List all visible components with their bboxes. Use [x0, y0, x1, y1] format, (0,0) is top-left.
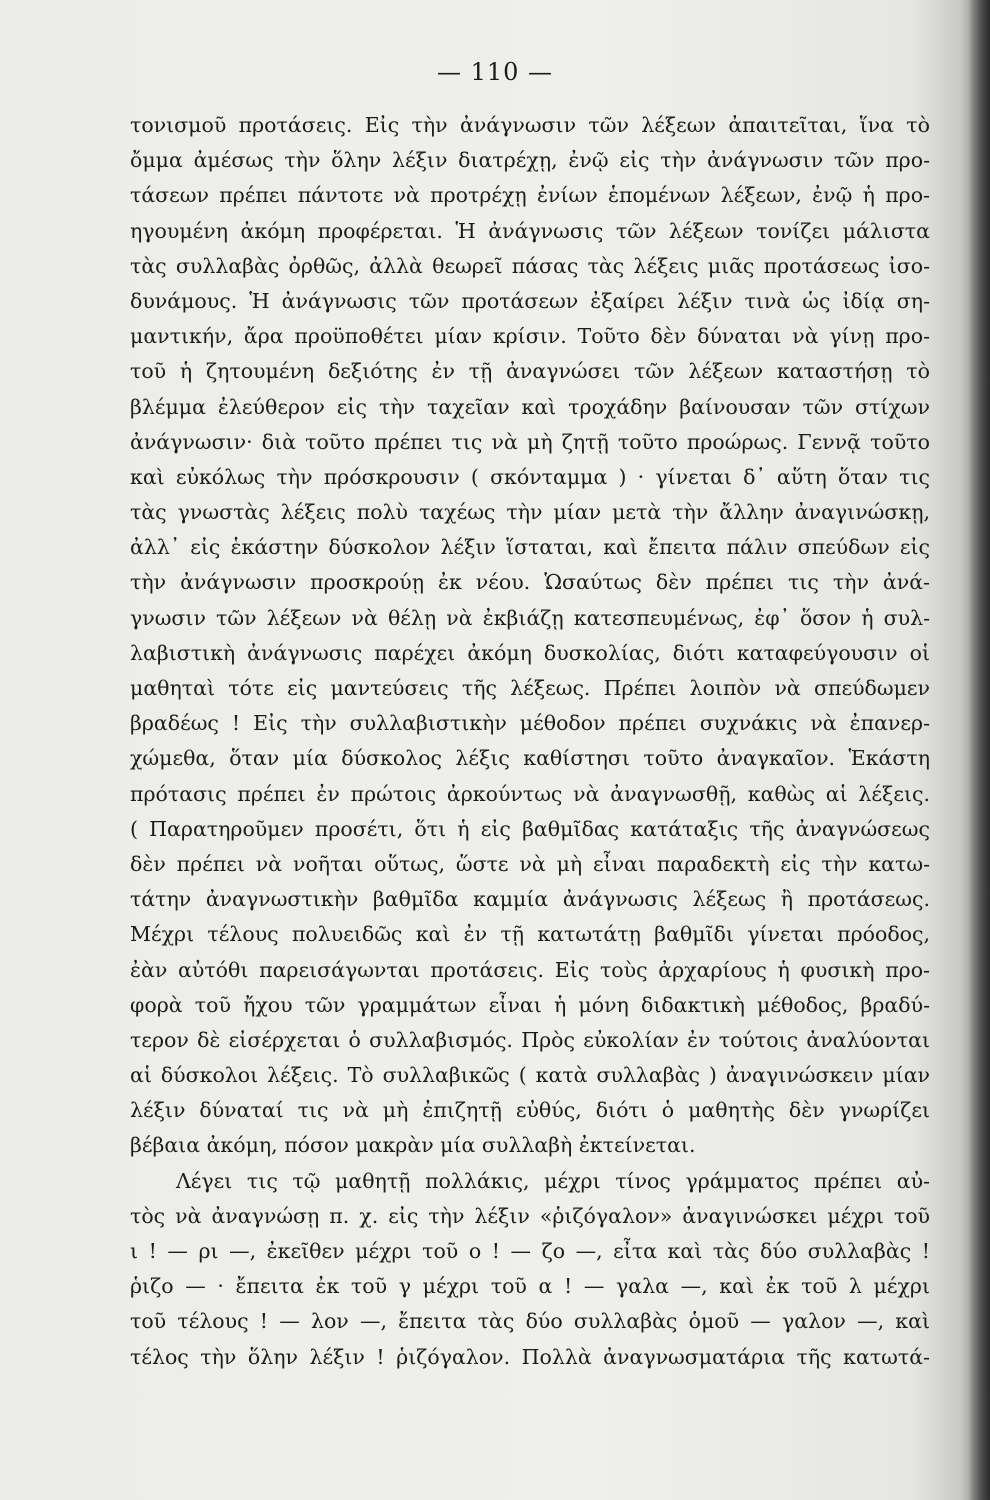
text-line: ὄμμα ἀμέσως τὴν ὅλην λέξιν διατρέχῃ, ἐνῷ εἰς τὴν ἀνάγνωσιν τῶν προ- — [130, 148, 930, 173]
text-line: ἀλλ᾽ εἰς ἑκάστην δύσκολον λέξιν ἵσταται, καὶ ἔπειτα πάλιν σπεύδων εἰς — [130, 535, 930, 560]
text-line: τὴν ἀνάγνωσιν προσκρούῃ ἐκ νέου. Ὡσαύτως δὲν πρέπει τις τὴν ἀνά- — [130, 570, 930, 595]
text-line: Μέχρι τέλους πολυειδῶς καὶ ἐν τῇ κατωτάτῃ βαθμῖδι γίνεται πρόοδος, — [130, 922, 930, 947]
text-line: τὰς γνωστὰς λέξεις πολὺ ταχέως τὴν μίαν μετὰ τὴν ἄλλην ἀναγινώσκῃ, — [130, 500, 930, 525]
text-line: τάτην ἀναγνωστικὴν βαθμῖδα καμμία ἀνάγνωσις λέξεως ἢ προτάσεως. — [130, 887, 930, 912]
text-line: τερον δὲ εἰσέρχεται ὁ συλλαβισμός. Πρὸς εὐκολίαν ἐν τούτοις ἀναλύονται — [130, 1027, 930, 1052]
paragraph-1 — [130, 108, 930, 1164]
text-line: δὲν πρέπει νὰ νοῆται οὕτως, ὥστε νὰ μὴ εἶναι παραδεκτὴ εἰς τὴν κατω- — [130, 851, 930, 876]
text-line: ηγουμένη ἀκόμη προφέρεται. Ἡ ἀνάγνωσις τῶν λέξεων τονίζει μάλιστα — [130, 218, 930, 243]
text-line: τάσεων πρέπει πάντοτε νὰ προτρέχῃ ἐνίων ἑπομένων λέξεων, ἐνῷ ἡ προ- — [130, 183, 930, 208]
text-line: βραδέως ! Εἰς τὴν συλλαβιστικὴν μέθοδον πρέπει συχνάκις νὰ ἐπανερ- — [130, 711, 930, 736]
text-line: γνωσιν τῶν λέξεων νὰ θέλῃ νὰ ἐκβιάζῃ κατεσπευμένως, ἐφ᾽ ὅσον ἡ συλ- — [130, 605, 930, 630]
text-line: χώμεθα, ὅταν μία δύσκολος λέξις καθίστησι τοῦτο ἀναγκαῖον. Ἑκάστη — [130, 746, 930, 771]
page-number: — 110 — — [436, 58, 554, 86]
text-line: τὰς συλλαβὰς ὀρθῶς, ἀλλὰ θεωρεῖ πάσας τὰς λέξεις μιᾶς προτάσεως ἰσο- — [130, 253, 930, 278]
text-line: ῥιζο — · ἔπειτα ἐκ τοῦ γ μέχρι τοῦ α ! — γαλα —, καὶ ἐκ τοῦ λ μέχρι — [130, 1274, 930, 1299]
body-text — [130, 108, 930, 1375]
text-line: καὶ εὐκόλως τὴν πρόσκρουσιν ( σκόνταμμα ) · γίνεται δ᾽ αὕτη ὅταν τις — [130, 464, 930, 489]
text-line: μαθηταὶ τότε εἰς μαντεύσεις τῆς λέξεως. Πρέπει λοιπὸν νὰ σπεύδωμεν — [130, 676, 930, 700]
text-line: ἀνάγνωσιν· διὰ τοῦτο πρέπει τις νὰ μὴ ζητῇ τοῦτο προώρως. Γεννᾷ τοῦτο — [130, 429, 930, 454]
text-line: μαντικήν, ἄρα προϋποθέτει μίαν κρίσιν. Τοῦτο δὲν δύναται νὰ γίνῃ προ- — [130, 324, 930, 349]
text-line: δυνάμους. Ἡ ἀνάγνωσις τῶν προτάσεων ἐξαίρει λέξιν τινὰ ὡς ἰδίᾳ ση- — [130, 288, 930, 313]
text-line: φορὰ τοῦ ἤχου τῶν γραμμάτων εἶναι ἡ μόνη διδακτικὴ μέθοδος, βραδύ- — [130, 992, 930, 1017]
text-line: βλέμμα ἐλεύθερον εἰς τὴν ταχεῖαν καὶ τροχάδην βαίνουσαν τῶν στίχων — [130, 394, 930, 419]
text-line: λαβιστικὴ ἀνάγνωσις παρέχει ἀκόμη δυσκολίας, διότι καταφεύγουσιν οἱ — [130, 640, 930, 665]
text-line: τέλος τὴν ὅλην λέξιν ! ῥιζόγαλον. Πολλὰ ἀναγνωσματάρια τῆς κατωτά- — [130, 1344, 930, 1369]
text-line: ι ! — ρι —, ἐκεῖθεν μέχρι τοῦ ο ! — ζο —, εἶτα καὶ τὰς δύο συλλαβὰς ! — [130, 1239, 930, 1263]
text-line: ἐὰν αὐτόθι παρεισάγωνται προτάσεις. Εἰς τοὺς ἀρχαρίους ἡ φυσικὴ προ- — [130, 957, 930, 982]
text-line: βέβαια ἀκόμη, πόσον μακρὰν μία συλλαβὴ ἐκτείνεται. — [130, 1133, 696, 1158]
text-line: αἱ δύσκολοι λέξεις. Τὸ συλλαβικῶς ( κατὰ συλλαβὰς ) ἀναγινώσκειν μίαν — [130, 1063, 930, 1088]
text-line: τὸς νὰ ἀναγνώσῃ π. χ. εἰς τὴν λέξιν «ῥιζόγαλον» ἀναγινώσκει μέχρι τοῦ — [130, 1203, 930, 1228]
text-line: τοῦ ἡ ζητουμένη δεξιότης ἐν τῇ ἀναγνώσει τῶν λέξεων καταστήσῃ τὸ — [130, 359, 930, 384]
text-line: πρότασις πρέπει ἐν πρώτοις ἀρκούντως νὰ ἀναγνωσθῇ, καθὼς αἱ λέξεις. — [130, 781, 930, 806]
text-line: λέξιν δύναταί τις νὰ μὴ ἐπιζητῇ εὐθύς, διότι ὁ μαθητὴς δὲν γνωρίζει — [130, 1098, 930, 1123]
book-binding-shadow — [968, 0, 990, 1500]
paragraph-2 — [130, 1164, 930, 1375]
text-line: Λέγει τις τῷ μαθητῇ πολλάκις, μέχρι τίνος γράμματος πρέπει αὐ- — [176, 1168, 930, 1193]
text-line: ( Παρατηροῦμεν προσέτι, ὅτι ἡ εἰς βαθμῖδας κατάταξις τῆς ἀναγνώσεως — [130, 816, 930, 841]
text-line: τονισμοῦ προτάσεις. Εἰς τὴν ἀνάγνωσιν τῶν λέξεων ἀπαιτεῖται, ἵνα τὸ — [130, 113, 930, 137]
text-line: τοῦ τέλους ! — λον —, ἔπειτα τὰς δύο συλλαβὰς ὁμοῦ — γαλον —, καὶ — [130, 1309, 930, 1334]
